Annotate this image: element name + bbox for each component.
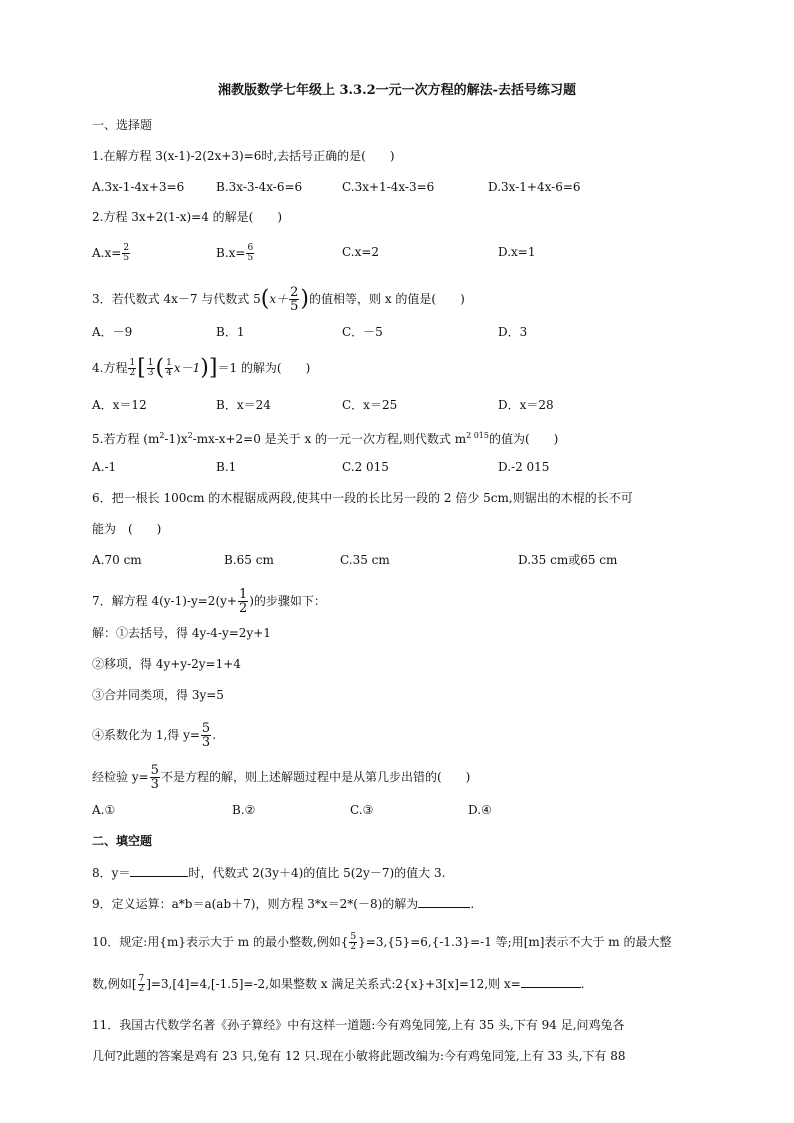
q3-suffix: 的值相等，则 x 的值是( ) <box>309 292 465 306</box>
fraction-3 <box>165 359 173 378</box>
option-c: C.3x+1-4x-3=6 <box>342 180 435 194</box>
q8-suffix: 时，代数式 2(3y＋4)的值比 5(2y－7)的值大 3. <box>188 866 446 880</box>
denominator: 3 <box>150 777 159 792</box>
question-6-stem-line-2: 能为 ( ) <box>92 522 162 536</box>
numerator: 5 <box>201 721 211 736</box>
q10-part-e: . <box>580 977 585 991</box>
question-7-step-2: ②移项，得 4y+y-2y=1+4 <box>92 657 241 671</box>
question-7-stem <box>92 588 714 615</box>
option-d: D．x＝28 <box>498 398 554 412</box>
check-prefix: 经检验 y= <box>92 770 149 784</box>
question-10-line-1 <box>92 933 714 952</box>
denominator: 5 <box>123 253 130 263</box>
question-10-line-2 <box>92 975 714 994</box>
left-paren: ( <box>260 286 270 312</box>
denominator: 2 <box>350 942 357 952</box>
question-2-options <box>92 244 714 263</box>
question-4-stem <box>92 355 714 381</box>
answer-blank[interactable] <box>521 975 581 988</box>
question-6-options <box>92 552 714 568</box>
page-title: 湘教版数学七年级上 3.3.2一元一次方程的解法-去括号练习题 <box>217 83 577 98</box>
question-7-check <box>92 764 714 791</box>
option-a-prefix: A.x= <box>92 246 122 260</box>
q8-prefix: 8．y＝ <box>92 866 131 880</box>
fraction <box>150 764 160 791</box>
denominator: 5 <box>247 253 254 263</box>
q4-prefix: 4.方程 <box>92 361 128 375</box>
option-d: D.-2 015 <box>498 460 550 474</box>
option-b <box>216 244 342 263</box>
question-3-options <box>92 324 714 340</box>
option-a: A．－9 <box>92 325 133 339</box>
denominator: 3 <box>201 735 211 750</box>
option-a: A.70 cm <box>92 553 142 567</box>
q10-part-d: ]=3,[4]=4,[-1.5]=-2,如果整数 x 满足关系式:2{x}+3[x]=12,则 x= <box>146 977 521 991</box>
option-b: B.1 <box>216 460 237 474</box>
question-7-step-4 <box>92 722 714 749</box>
exponent: 2 <box>187 431 193 440</box>
exponent: 2 <box>159 431 165 440</box>
denominator: 2 <box>129 368 136 378</box>
fraction <box>238 588 248 615</box>
numerator: 2 <box>123 243 130 253</box>
fraction-1 <box>128 359 136 378</box>
step-4-prefix: ④系数化为 1,得 y= <box>92 728 200 742</box>
option-a <box>92 244 216 263</box>
question-1-options <box>92 179 714 195</box>
q3-inner: x＋ <box>269 292 289 306</box>
left-paren: ( <box>155 355 165 381</box>
q7-suffix: )的步骤如下： <box>249 594 326 608</box>
option-b: B．x＝24 <box>216 398 271 412</box>
denominator: 3 <box>147 368 154 378</box>
q4-inner: x－1 <box>173 361 201 375</box>
option-b: B．1 <box>216 325 245 339</box>
fraction <box>289 286 299 313</box>
q10-part-a: 10．规定:用{m}表示大于 m 的最小整数,例如{ <box>92 935 349 949</box>
right-bracket: ] <box>208 355 218 381</box>
numerator: 1 <box>147 358 154 368</box>
option-b: B.65 cm <box>224 553 274 567</box>
numerator: 5 <box>350 932 357 942</box>
numerator: 1 <box>238 587 248 602</box>
section-fill-heading: 二、填空题 <box>92 834 153 848</box>
q5-part-a: 5.若方程 (m <box>92 432 160 446</box>
option-d: D.④ <box>468 803 492 817</box>
option-c: C.③ <box>350 803 374 817</box>
denominator: 5 <box>290 299 299 314</box>
q10-part-b: }=3,{5}=6,{-1.3}=-1 等;用[m]表示不大于 m 的最大整 <box>358 935 672 949</box>
question-5-options <box>92 459 714 475</box>
option-b: B.② <box>232 803 256 817</box>
numerator: 2 <box>290 285 299 300</box>
question-3-stem <box>92 286 714 313</box>
option-a: A．x＝12 <box>92 398 147 412</box>
section-choice-heading: 一、选择题 <box>92 118 153 132</box>
check-suffix: 不是方程的解，则上述解题过程中是从第几步出错的( ) <box>160 770 471 784</box>
exponent: 2 015 <box>466 431 489 440</box>
right-paren: ) <box>300 286 310 312</box>
question-11-line-1: 11．我国古代数学名著《孙子算经》中有这样一道题:今有鸡兔同笼,上有 35 头,下有 94 足,问鸡兔各 <box>92 1018 625 1032</box>
question-8-stem <box>92 864 714 881</box>
fraction <box>349 933 357 952</box>
q3-prefix: 3．若代数式 4x－7 与代数式 5 <box>92 292 261 306</box>
option-a: A.3x-1-4x+3=6 <box>92 180 185 194</box>
q9-suffix: . <box>470 897 475 911</box>
option-a: A.① <box>92 803 116 817</box>
option-c: C．－5 <box>342 325 383 339</box>
question-7-options <box>92 802 714 818</box>
question-5-stem <box>92 428 714 447</box>
q7-prefix: 7．解方程 4(y-1)-y=2(y+ <box>92 594 237 608</box>
option-d: D.x=1 <box>498 245 536 259</box>
fraction <box>122 244 130 263</box>
q5-part-b: -1)x <box>164 432 188 446</box>
q5-part-c: -mx-x+2=0 是关于 x 的一元一次方程,则代数式 m <box>192 432 467 446</box>
question-9-stem <box>92 895 714 912</box>
option-a: A.-1 <box>92 460 117 474</box>
left-bracket: [ <box>137 355 146 381</box>
denominator: 2 <box>138 984 145 994</box>
option-c: C.2 015 <box>342 460 389 474</box>
option-c: C.35 cm <box>340 553 390 567</box>
option-b-prefix: B.x= <box>216 246 246 260</box>
question-4-options <box>92 397 714 413</box>
fraction-2 <box>147 359 155 378</box>
answer-blank[interactable] <box>418 895 470 908</box>
q5-part-d: 的值为( ) <box>488 432 559 446</box>
question-7-step-3: ③合并同类项，得 3y=5 <box>92 688 224 702</box>
question-1-stem: 1.在解方程 3(x-1)-2(2x+3)=6时,去括号正确的是( ) <box>92 149 395 163</box>
option-b: B.3x-3-4x-6=6 <box>216 180 303 194</box>
question-11-line-2: 几何?此题的答案是鸡有 23 只,兔有 12 只.现在小敏将此题改编为:今有鸡兔同笼,上有 33 头,下有 88 <box>92 1049 626 1063</box>
option-c: C.x=2 <box>342 245 380 259</box>
denominator: 4 <box>166 368 172 378</box>
q9-prefix: 9．定义运算：a*b＝a(ab＋7)，则方程 3*x＝2*(－8)的解为 <box>92 897 419 911</box>
step-4-suffix: . <box>212 728 217 742</box>
denominator: 2 <box>238 601 248 616</box>
q10-part-c: 数,例如[ <box>92 977 137 991</box>
option-d: D.35 cm或65 cm <box>518 553 618 567</box>
numerator: 1 <box>129 358 136 368</box>
question-7-step-1: 解：①去括号，得 4y-4-y=2y+1 <box>92 626 271 640</box>
numerator: 6 <box>247 243 254 253</box>
option-c: C．x＝25 <box>342 398 398 412</box>
numerator: 1 <box>166 358 172 368</box>
numerator: 5 <box>150 763 159 778</box>
fraction <box>138 975 146 994</box>
option-d: D．3 <box>498 325 528 339</box>
answer-blank[interactable] <box>130 864 188 877</box>
q4-suffix: ＝1 的解为( ) <box>217 361 311 375</box>
numerator: 7 <box>138 974 145 984</box>
question-2-stem: 2.方程 3x+2(1-x)=4 的解是( ) <box>92 210 283 224</box>
question-6-stem-line-1: 6．把一根长 100cm 的木棍锯成两段,使其中一段的长比另一段的 2 倍少 5cm,则锯出的木棍的长不可 <box>92 491 633 505</box>
right-paren: ) <box>200 355 209 381</box>
fraction <box>201 722 211 749</box>
fraction <box>246 244 254 263</box>
option-d: D.3x-1+4x-6=6 <box>488 180 581 194</box>
